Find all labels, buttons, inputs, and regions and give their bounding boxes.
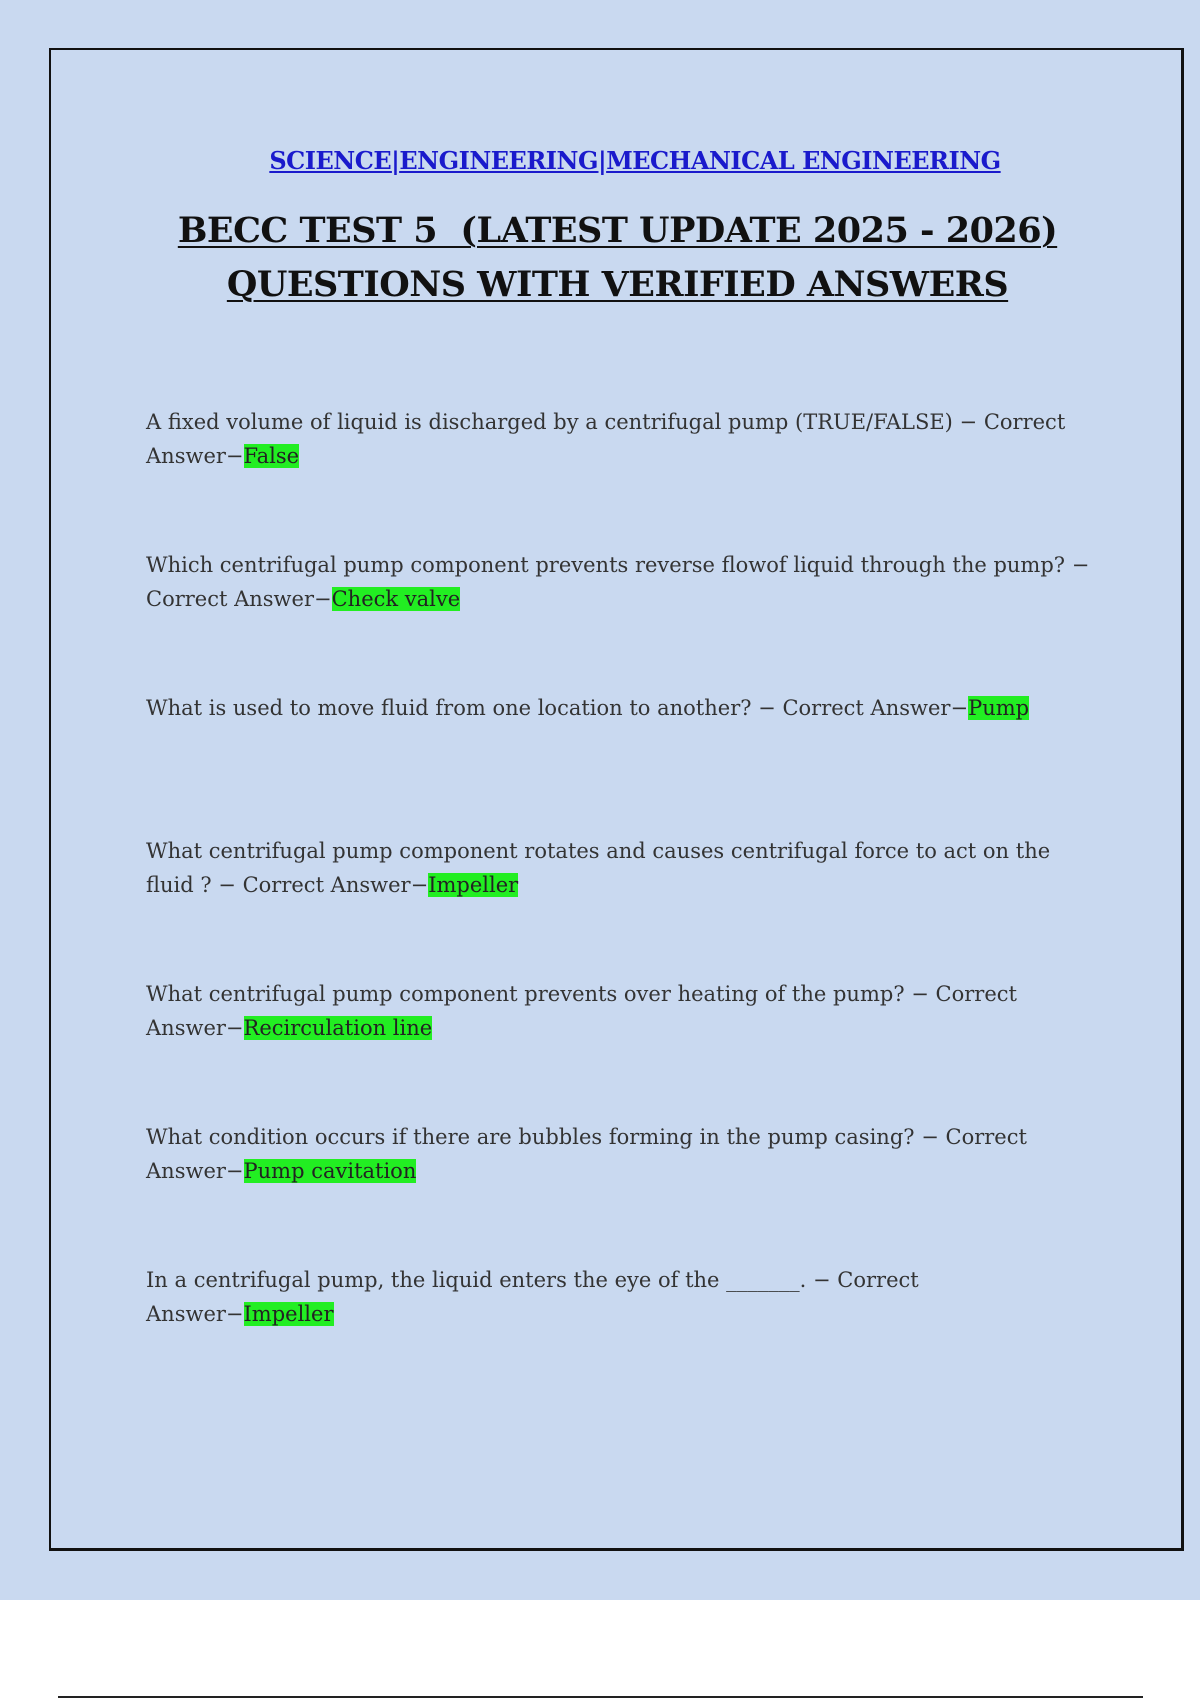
answer-prefix: Correct Answer− [146,1268,919,1326]
breadcrumb-link-engineering[interactable]: ENGINEERING [399,146,598,175]
question-text: In a centrifugal pump, the liquid enters the eye of the _______. − [146,1268,831,1292]
breadcrumb-link-mechanical-engineering[interactable]: MECHANICAL ENGINEERING [606,146,1001,175]
answer-prefix: Correct Answer− [146,410,1066,468]
breadcrumb [0,146,1200,175]
question-text: What centrifugal pump component rotates and causes centrifugal force to act on the fluid ? − [146,839,1051,897]
footer-divider [58,1696,1143,1698]
qa-item [146,691,1096,725]
answer-highlight: Check valve [331,587,461,611]
question-text: What is used to move fluid from one location to another? − [146,696,776,720]
answer-highlight: Recirculation line [243,1016,433,1040]
page-title-line-2: QUESTIONS WITH VERIFIED ANSWERS [226,264,1009,305]
page-title [120,204,1115,312]
page-title-line-1: BECC TEST 5 (LATEST UPDATE 2025 - 2026) [177,210,1058,251]
answer-highlight: False [243,444,300,468]
answer-prefix: Correct Answer− [782,696,969,720]
answer-prefix: Correct Answer− [242,873,429,897]
qa-item [146,405,1096,473]
answer-highlight: Pump cavitation [243,1159,417,1183]
qa-item [146,548,1096,616]
answer-prefix: Correct Answer− [146,1125,1027,1183]
question-text: A fixed volume of liquid is discharged by a centrifugal pump (TRUE/FALSE) − [146,410,978,434]
breadcrumb-link-science[interactable]: SCIENCE [269,146,392,175]
answer-highlight: Impeller [243,1302,334,1326]
qa-item [146,977,1096,1045]
answer-prefix: Correct Answer− [146,587,332,611]
question-text: What condition occurs if there are bubbles forming in the pump casing? − [146,1125,939,1149]
breadcrumb-separator: | [597,146,607,175]
answer-highlight: Impeller [428,873,519,897]
question-text: Which centrifugal pump component prevents reverse flowof liquid through the pump? − [146,553,1090,577]
question-text: What centrifugal pump component prevents over heating of the pump? − [146,982,929,1006]
qa-item [146,834,1096,902]
breadcrumb-separator: | [391,146,400,175]
answer-prefix: Correct Answer− [146,982,1017,1040]
answer-highlight: Pump [968,696,1030,720]
qa-item [146,1120,1096,1188]
qa-item [146,1263,1096,1331]
